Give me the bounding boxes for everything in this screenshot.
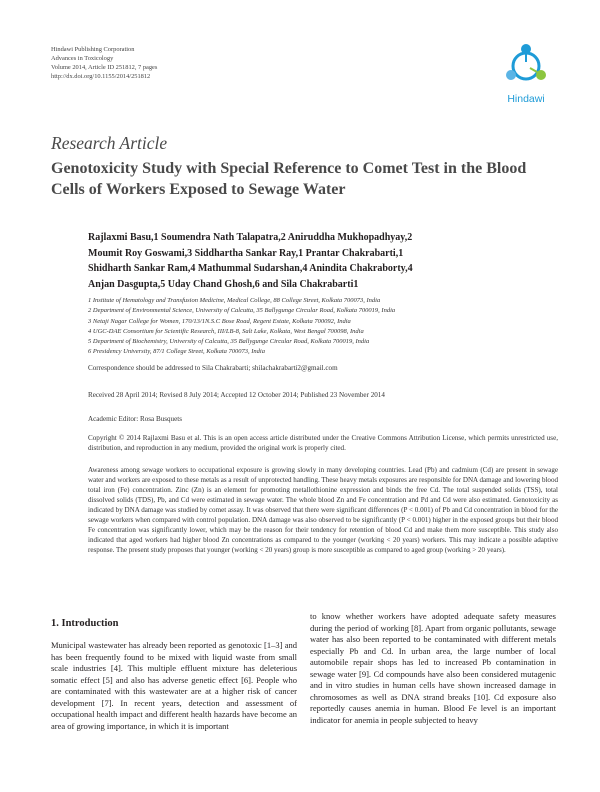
affiliation: 4 UGC-DAE Consortium for Scientific Research, III/LB-8, Salt Lake, Kolkata, West Bengal 700098, India xyxy=(88,327,364,335)
body-column-right: to know whether workers have adopted adequate safety measures during the period of working [8]. Apart from organic pollutants, sewage water has also been reported to be contaminated with different metals especially Pb and Cd. In urban area, the large number of local automobile repair shops has led to increased Pb contamination in sewage water [9]. Cd compounds have also been considered mutagenic and in vitro studies in human cells have shown increased damage in chromosomes as well as DNA strand breaks [10]. Cd exposure also reportedly causes anemia in human. Blood Fe level is an important indicator for anemia in people subjected to heavy xyxy=(310,611,556,725)
article-type: Research Article xyxy=(51,133,168,153)
affiliation-list xyxy=(88,296,558,358)
hindawi-wordmark: Hindawi xyxy=(507,93,545,105)
abstract: Awareness among sewage workers to occupational exposure is growing slowly in many developing countries. Lead (Pb) and cadmium (Cd) are present in sewage water and workers are exposed to these metals as a result of unprotected handling. These heavy metals exposures are responsible for DNA damage and lowering blood total iron (Fe) concentration. Zinc (Zn) is an element for promoting metallothionine expression and binds the free Cd. The total suspended solids (TSS), total dissolved solids (TDS), Pb, and Cd were estimated in sewage water. The whole blood Zn and Fe concentration and Pd and Cd were also estimated. Genotoxicity as indicated by DNA damage was studied by comet assay. It was observed that there were significant differences (P < 0.001) of Pb and Cd concentration in blood for the sewage workers when compared with control population. DNA damage was also observed to be significantly (P < 0.001) higher in the exposed groups but their blood Fe concentration was significantly lower, which may be the reason for their tendency for retention of blood Cd and make them more susceptible. This study also indicated that aged workers had higher blood Zn concentrations as compared to the younger (working < 20 years) workers. This may indicate a possible adaptive response. The present study proposes that younger (working < 20 years) group is more susceptible as compared to aged group (working > 20 years). xyxy=(88,466,558,554)
author-line: Shidharth Sankar Ram,4 Mathummal Sudarshan,4 Anindita Chakraborty,4 xyxy=(88,263,413,274)
volume-line: Volume 2014, Article ID 251812, 7 pages xyxy=(51,64,158,71)
author-line: Moumit Roy Goswami,3 Siddhartha Sankar Ray,1 Prantar Chakrabarti,1 xyxy=(88,247,404,259)
affiliation: 6 Presidency University, 87/1 College Street, Kolkata 700073, India xyxy=(88,348,265,356)
publisher-line: Hindawi Publishing Corporation xyxy=(51,46,135,53)
doi-link[interactable]: http://dx.doi.org/10.1155/2014/251812 xyxy=(51,73,151,80)
hindawi-logo-icon xyxy=(498,40,554,92)
journal-name: Advances in Toxicology xyxy=(51,55,114,62)
hindawi-logo[interactable] xyxy=(498,40,554,110)
affiliation: 2 Department of Environmental Science, University of Calcutta, 35 Ballygunge Circular Road, Kolkata 700019, India xyxy=(88,307,396,315)
affiliation: 1 Institute of Hematology and Transfusion Medicine, Medical College, 88 College Street, Kolkata 700073, India xyxy=(88,297,381,304)
body-column-left: Municipal wastewater has already been reported as genotoxic [1–3] and has been frequently found to be mixed with liquid waste from small scale industries [4]. This multiple effluent mixture has deleterious somatic effect [5] and also has adverse genetic effect [6]. People who are contaminated with this wastewater are at a higher risk of cancer development [7]. In recent years, detection and assessment of occupational health impact and different health hazards have become an area of growing importance, in which it is important xyxy=(51,640,297,731)
copyright-notice: Copyright © 2014 Rajlaxmi Basu et al. This is an open access article distributed under the Creative Commons Attribution License, which permits unrestricted use, distribution, and reproduction in any medium, provided the original work is properly cited. xyxy=(88,434,558,452)
affiliation: 5 Department of Biochemistry, University of Calcutta, 35 Ballygunge Circular Road, Kolkata 700019, India xyxy=(88,338,370,346)
journal-header xyxy=(51,45,157,81)
paper-title: Genotoxicity Study with Special Reference to Comet Test in the Blood Cells of Workers Exposed to Sewage Water xyxy=(51,160,527,198)
author-list xyxy=(88,230,558,292)
publication-dates: Received 28 April 2014; Revised 8 July 2014; Accepted 12 October 2014; Published 23 November 2014 xyxy=(88,391,385,399)
academic-editor: Academic Editor: Rosa Busquets xyxy=(88,415,182,423)
author-line: Anjan Dasgupta,5 Uday Chand Ghosh,6 and Sila Chakrabarti1 xyxy=(88,278,359,290)
author-line: Rajlaxmi Basu,1 Soumendra Nath Talapatra,2 Aniruddha Mukhopadhyay,2 xyxy=(88,232,413,243)
correspondence: Correspondence should be addressed to Sila Chakrabarti; shilachakrabarti2@gmail.com xyxy=(88,364,338,372)
section-heading: 1. Introduction xyxy=(51,618,119,629)
affiliation: 3 Netaji Nagar College for Women, 170/13/1N.S.C Bose Road, Regent Estate, Kolkata 700092, India xyxy=(88,317,351,325)
